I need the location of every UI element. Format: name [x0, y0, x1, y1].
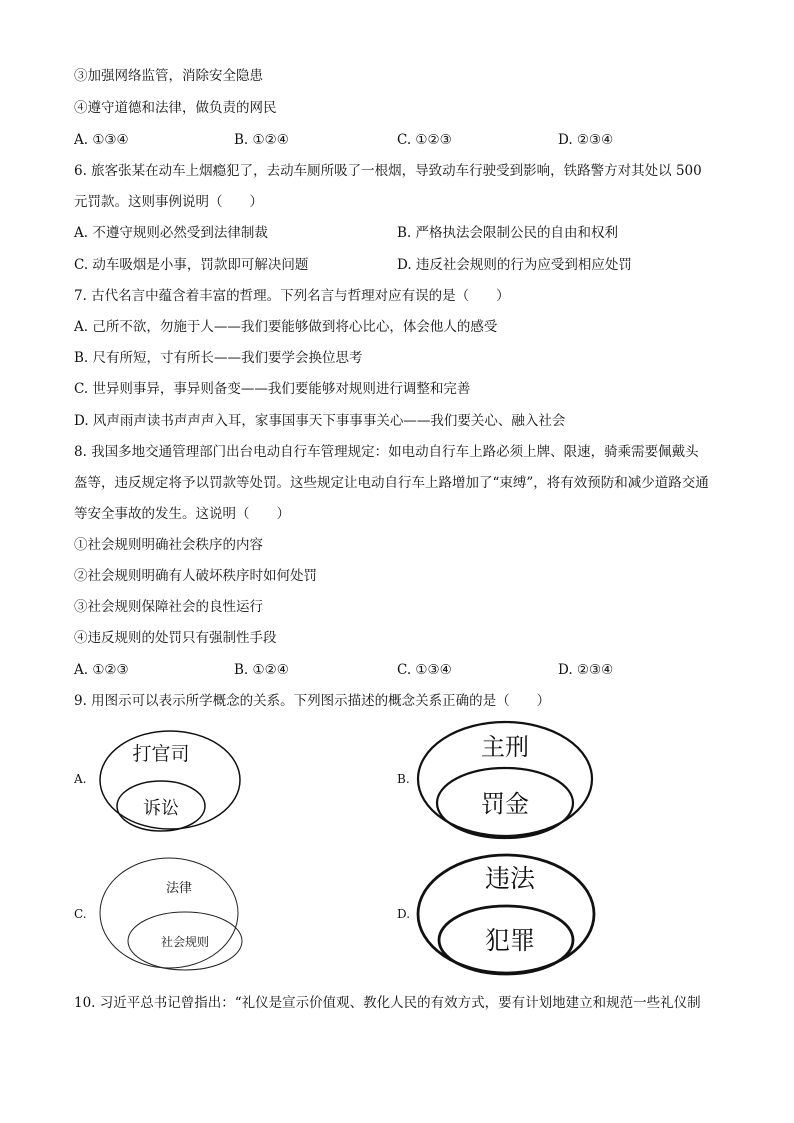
q9-diagram-c-outer-text: 法律: [165, 881, 193, 896]
q8-item-4: ④违反规则的处罚只有强制性手段: [74, 630, 277, 646]
q5-option-d: D. ②③④: [558, 132, 614, 148]
q9-diagram-d-inner-text: 犯罪: [484, 926, 536, 955]
q6-option-b: B. 严格执法会限制公民的自由和权利: [397, 225, 619, 241]
q9-diagram-c: [98, 856, 242, 974]
q6-option-c: C. 动车吸烟是小事，罚款即可解决问题: [74, 257, 309, 273]
q7-option-b: B. 尺有所短，寸有所长——我们要学会换位思考: [74, 350, 363, 366]
q5-option-c: C. ①②③: [397, 132, 452, 148]
q8-item-2: ②社会规则明确有人破坏秩序时如何处罚: [74, 568, 317, 584]
q8-item-1: ①社会规则明确社会秩序的内容: [74, 537, 263, 553]
q5-option-a: A. ①③④: [74, 132, 129, 148]
q9-stem: 9. 用图示可以表示所学概念的关系。下列图示描述的概念关系正确的是（ ）: [74, 693, 551, 709]
q6-stem-line-2: 元罚款。这则事例说明（ ）: [74, 194, 263, 210]
q8-stem-line-3: 等安全事故的发生。这说明（ ）: [74, 506, 290, 522]
q6-option-a: A. 不遵守规则必然受到法律制裁: [74, 225, 268, 241]
q9-diagram-a-outer-text: 打官司: [132, 743, 190, 765]
q8-option-c: C. ①③④: [397, 662, 452, 678]
q6-stem-line-1: 6. 旅客张某在动车上烟瘾犯了，去动车厕所吸了一根烟，导致动车行驶受到影响，铁路警方对其处以 500: [74, 163, 702, 179]
q9-diagram-d-outer-text: 违法: [484, 864, 536, 893]
q7-stem: 7. 古代名言中蕴含着丰富的哲理。下列名言与哲理对应有误的是（ ）: [74, 288, 510, 304]
q8-item-3: ③社会规则保障社会的良性运行: [74, 599, 263, 615]
q9-diagram-b-inner-text: 罚金: [481, 790, 529, 818]
q9-diagram-a-inner-text: 诉讼: [143, 798, 179, 819]
q7-option-a: A. 己所不欲，勿施于人——我们要能够做到将心比心，体会他人的感受: [74, 319, 498, 335]
q9-diagram-b-label: B.: [397, 772, 410, 786]
q8-option-d: D. ②③④: [558, 662, 614, 678]
q9-diagram-d: [416, 852, 597, 978]
q8-option-b: B. ①②④: [234, 662, 289, 678]
q9-diagram-b: [416, 719, 596, 841]
q10-stem-line-1: 10. 习近平总书记曾指出：“礼仪是宣示价值观、教化人民的有效方式，要有计划地建立和规范一些礼仪制: [74, 995, 701, 1011]
q9-diagram-c-inner-text: 社会规则: [160, 935, 210, 949]
q6-option-d: D. 违反社会规则的行为应受到相应处罚: [397, 257, 632, 273]
q9-diagram-a-label: A.: [74, 772, 87, 786]
q8-stem-line-2: 盔等，违反规定将予以罚款等处罚。这些规定让电动自行车上路增加了“束缚”，将有效预防和减少道路交通: [74, 475, 709, 491]
q7-option-d: D. 风声雨声读书声声声入耳，家事国事天下事事事关心——我们要关心、融入社会: [74, 413, 566, 429]
q5-item-4: ④遵守道德和法律，做负责的网民: [74, 100, 277, 116]
q9-diagram-d-label: D.: [397, 907, 411, 921]
q8-option-a: A. ①②③: [74, 662, 129, 678]
q5-item-3: ③加强网络监管，消除安全隐患: [74, 68, 263, 84]
q9-diagram-b-outer-text: 主刑: [481, 733, 529, 761]
q7-option-c: C. 世异则事异，事异则备变——我们要能够对规则进行调整和完善: [74, 381, 471, 397]
q5-option-b: B. ①②④: [234, 132, 289, 148]
q9-diagram-a: [96, 728, 246, 833]
q9-diagram-c-label: C.: [74, 907, 87, 921]
q8-stem-line-1: 8. 我国多地交通管理部门出台电动自行车管理规定：如电动自行车上路必须上牌、限速，骑乘需要佩戴头: [74, 444, 699, 460]
